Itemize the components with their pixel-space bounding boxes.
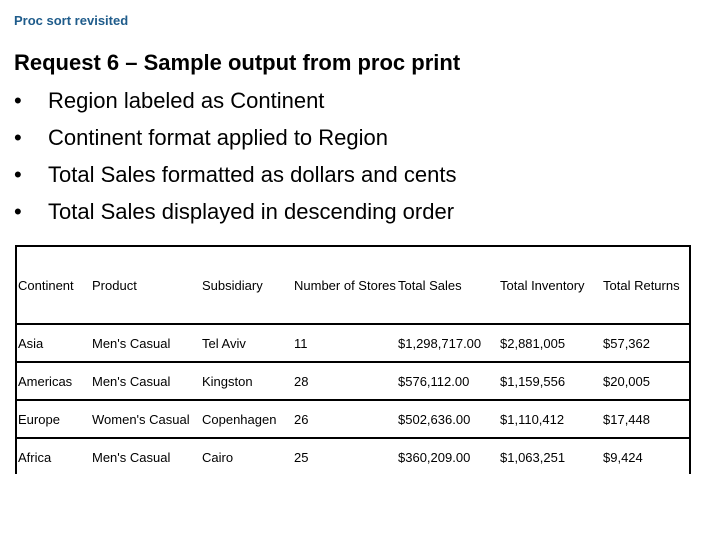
cell-stores: 11 bbox=[293, 325, 397, 363]
bullet-item bbox=[14, 119, 456, 156]
cell-total-inventory: $1,159,556 bbox=[499, 363, 602, 401]
cell-product: Men's Casual bbox=[91, 363, 201, 401]
column-header-total-inventory: Total Inventory bbox=[499, 247, 602, 325]
section-tag: Proc sort revisited bbox=[14, 13, 129, 28]
cell-total-returns: $17,448 bbox=[602, 401, 689, 439]
bullet-item bbox=[14, 193, 456, 230]
cell-subsidiary: Copenhagen bbox=[201, 401, 293, 439]
cell-total-returns: $57,362 bbox=[602, 325, 689, 363]
cell-product: Men's Casual bbox=[91, 325, 201, 363]
cell-subsidiary: Cairo bbox=[202, 449, 234, 465]
bullet-text: Region labeled as Continent bbox=[48, 88, 325, 113]
sales-table-frame bbox=[15, 245, 691, 474]
cell-stores: 25 bbox=[294, 449, 309, 465]
bullet-text: Total Sales displayed in descending order bbox=[48, 199, 455, 224]
cell-total-inventory: $2,881,005 bbox=[499, 325, 602, 363]
cell-continent: Europe bbox=[17, 401, 91, 439]
cell-continent: Africa bbox=[18, 449, 52, 465]
column-header-continent: Continent bbox=[17, 247, 91, 325]
table-row bbox=[17, 401, 689, 439]
cell-total-sales: $576,112.00 bbox=[397, 363, 499, 401]
bullet-item bbox=[14, 82, 456, 119]
cell-total-returns: $20,005 bbox=[602, 363, 689, 401]
cell-total-inventory: $1,110,412 bbox=[499, 401, 602, 439]
cell-total-sales: $1,298,717.00 bbox=[397, 325, 499, 363]
cell-continent: Asia bbox=[17, 325, 91, 363]
bullet-icon: • bbox=[14, 88, 22, 113]
cell-stores: 28 bbox=[293, 363, 397, 401]
cell-continent: Americas bbox=[17, 363, 91, 401]
slide-title: Request 6 – Sample output from proc print bbox=[14, 50, 461, 75]
table-row bbox=[17, 439, 689, 475]
cell-total-sales: $502,636.00 bbox=[397, 401, 499, 439]
bullet-text: Continent format applied to Region bbox=[48, 125, 388, 150]
column-header-number-of-stores: Number of Stores bbox=[293, 247, 397, 325]
cell-stores: 26 bbox=[293, 401, 397, 439]
bullet-icon: • bbox=[14, 199, 22, 224]
cell-total-inventory: $1,063,251 bbox=[500, 449, 566, 465]
column-header-subsidiary: Subsidiary bbox=[201, 247, 293, 325]
column-header-total-sales: Total Sales bbox=[397, 247, 499, 325]
bullet-icon: • bbox=[14, 162, 22, 187]
column-header-product: Product bbox=[91, 247, 201, 325]
cell-total-sales: $360,209.00 bbox=[398, 449, 471, 465]
cell-subsidiary: Kingston bbox=[201, 363, 293, 401]
table-row bbox=[17, 325, 689, 363]
cell-product: Women's Casual bbox=[91, 401, 201, 439]
cell-subsidiary: Tel Aviv bbox=[201, 325, 293, 363]
cell-product: Men's Casual bbox=[92, 449, 171, 465]
bullet-item bbox=[14, 156, 456, 193]
table-row bbox=[17, 363, 689, 401]
sales-table bbox=[17, 247, 689, 475]
bullet-icon: • bbox=[14, 125, 22, 150]
cell-total-returns: $9,424 bbox=[603, 449, 643, 465]
bullet-list bbox=[14, 82, 456, 230]
column-header-total-returns: Total Returns bbox=[602, 247, 689, 325]
bullet-text: Total Sales formatted as dollars and cents bbox=[48, 162, 457, 187]
table-header-row bbox=[17, 247, 689, 325]
